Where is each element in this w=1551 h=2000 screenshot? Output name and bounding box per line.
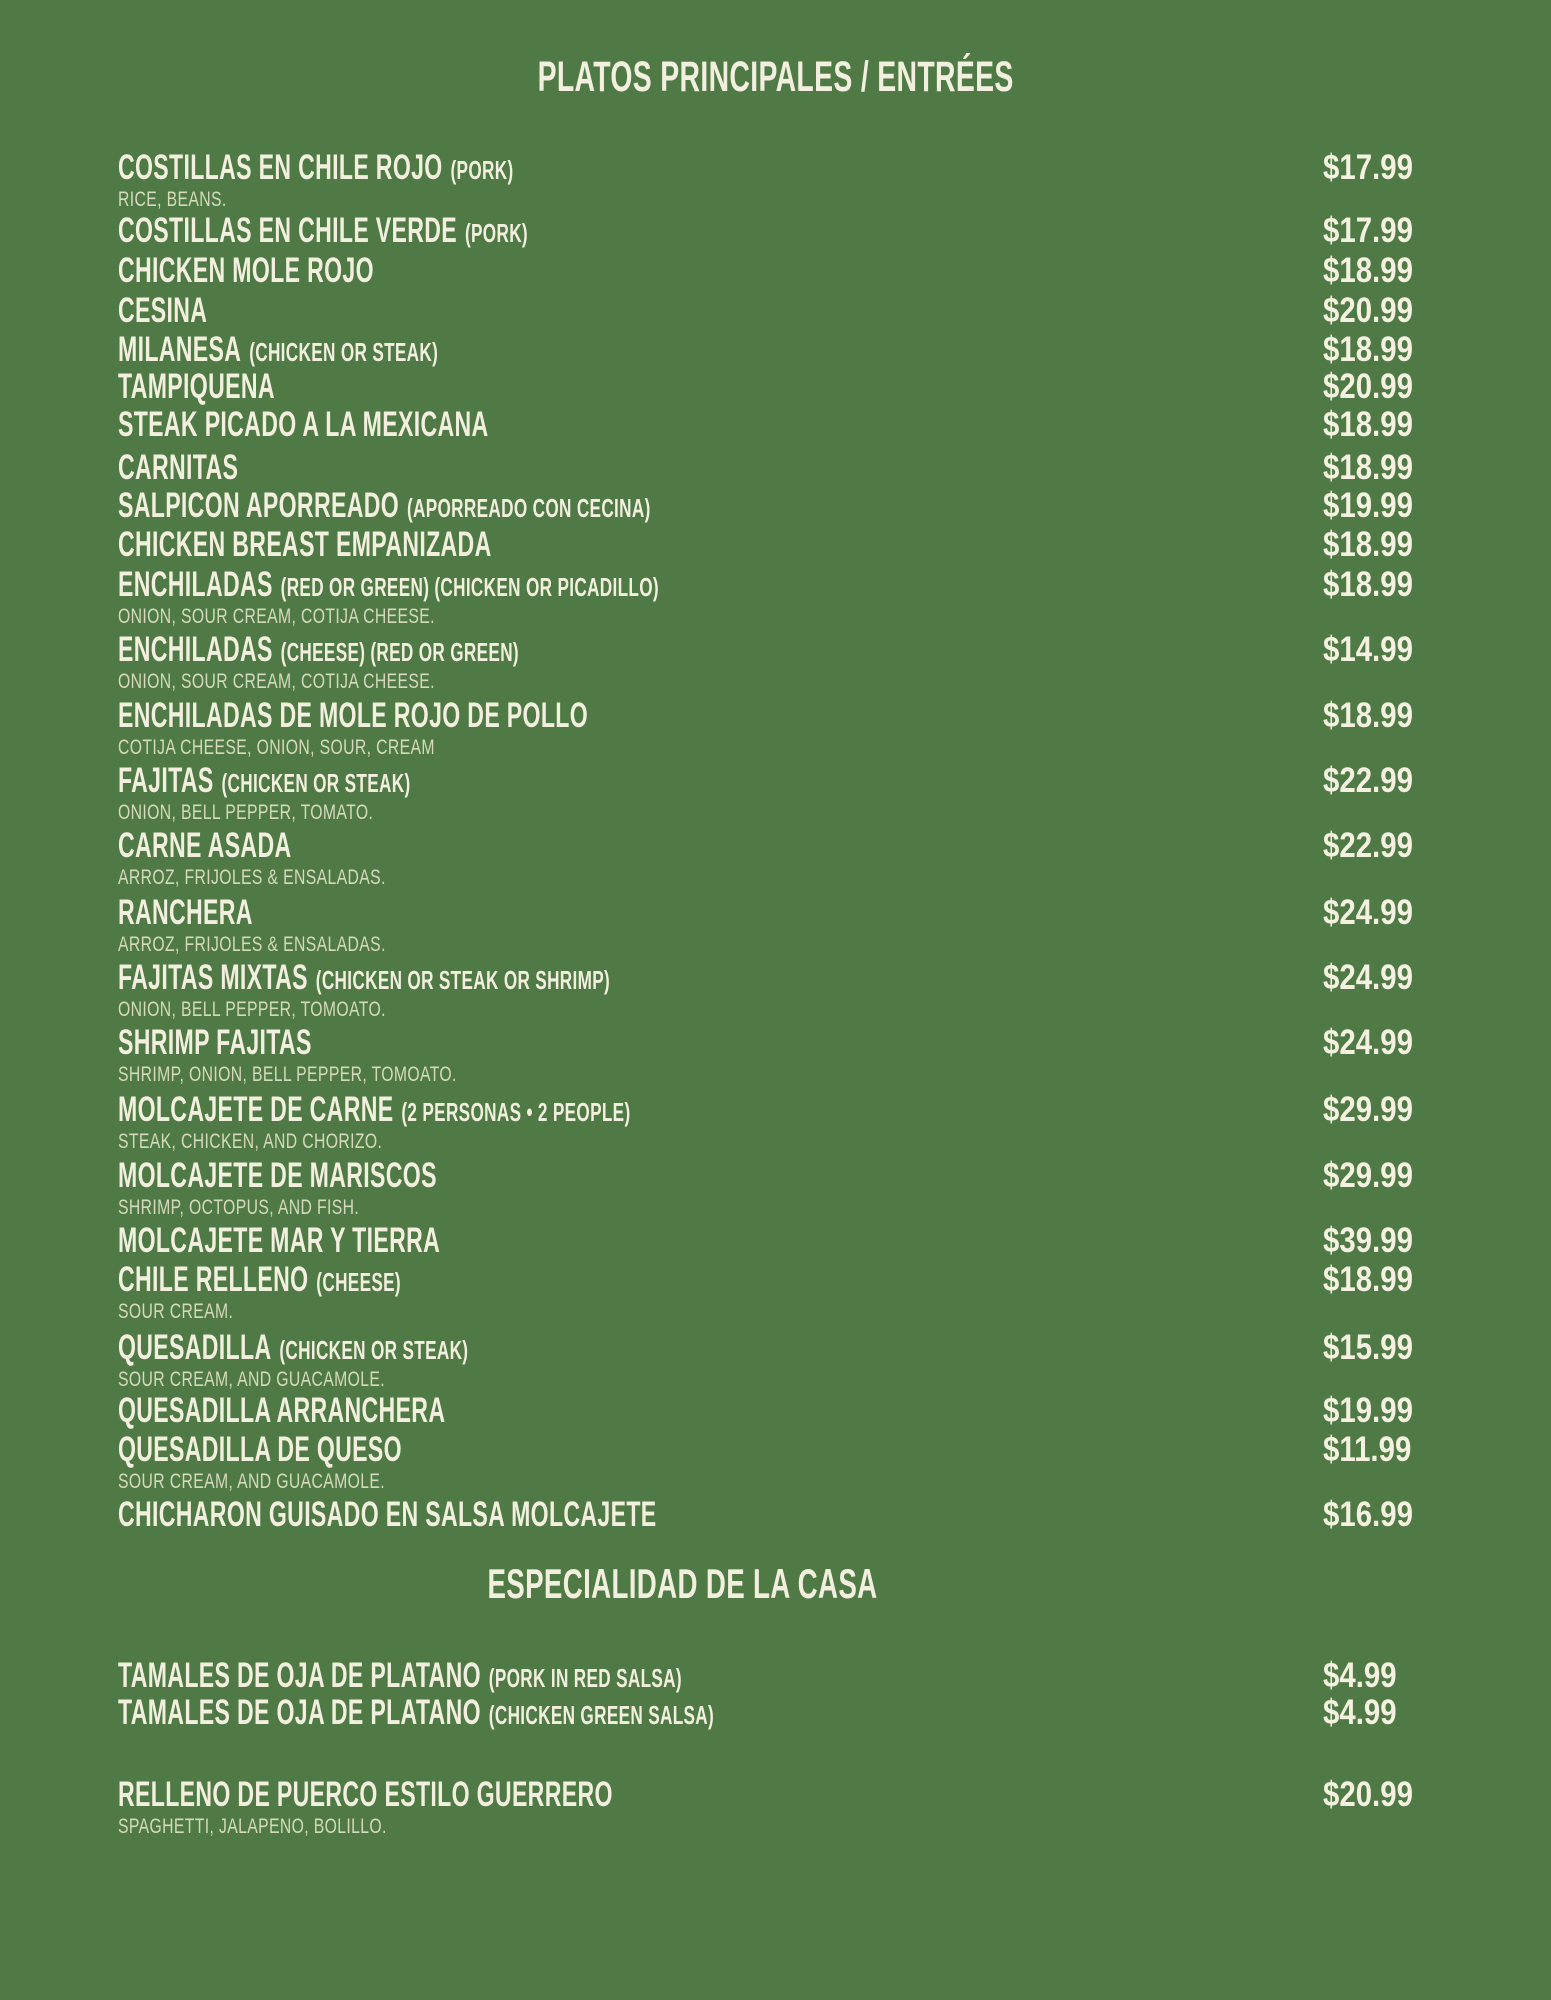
- item-desc: RICE, BEANS.: [118, 188, 227, 211]
- item-price: $18.99: [1323, 405, 1413, 444]
- item-price: $29.99: [1323, 1090, 1413, 1129]
- menu-item-row: [118, 1432, 1551, 1497]
- item-name: STEAK PICADO A LA MEXICANA: [118, 405, 489, 444]
- item-price: $22.99: [1323, 761, 1413, 800]
- item-sublabel: (CHEESE): [316, 1267, 401, 1297]
- item-sublabel: (CHICKEN GREEN SALSA): [488, 1700, 715, 1730]
- item-price: $19.99: [1323, 1391, 1413, 1430]
- menu-item-row: [118, 1695, 1551, 1730]
- item-sublabel: (CHICKEN OR STEAK): [221, 768, 411, 798]
- item-sublabel: (RED OR GREEN) (CHICKEN OR PICADILLO): [280, 572, 659, 602]
- item-name: RANCHERA: [118, 893, 253, 932]
- item-sublabel: (CHICKEN OR STEAK): [279, 1335, 469, 1365]
- item-price: $14.99: [1323, 630, 1413, 669]
- item-price: $20.99: [1323, 367, 1413, 406]
- menu-item-row: [118, 407, 1551, 442]
- menu-item-row: [118, 567, 1551, 632]
- item-name: CHICKEN MOLE ROJO: [118, 251, 374, 290]
- item-desc: ONION, BELL PEPPER, TOMATO.: [118, 801, 374, 824]
- menu-item-row: [118, 1393, 1551, 1428]
- item-desc: SOUR CREAM, AND GUACAMOLE.: [118, 1368, 386, 1391]
- menu-item-row: [118, 253, 1551, 288]
- menu-item-row: [118, 1158, 1551, 1223]
- menu-item-row: [118, 213, 1551, 248]
- item-desc: SOUR CREAM.: [118, 1300, 234, 1323]
- item-price: $19.99: [1323, 486, 1413, 525]
- item-price: $16.99: [1323, 1495, 1413, 1534]
- item-name: QUESADILLA ARRANCHERA: [118, 1391, 446, 1430]
- item-price: $39.99: [1323, 1221, 1413, 1260]
- item-name: TAMALES DE OJA DE PLATANO: [118, 1693, 481, 1732]
- menu-item-row: [118, 828, 1551, 893]
- menu-item-row: [118, 293, 1551, 328]
- item-price: $15.99: [1323, 1328, 1413, 1367]
- item-sublabel: (PORK IN RED SALSA): [488, 1663, 682, 1693]
- item-sublabel: (PORK): [464, 218, 528, 248]
- item-sublabel: (2 PERSONAS • 2 PEOPLE): [401, 1097, 631, 1127]
- item-sublabel: (PORK): [450, 155, 514, 185]
- item-name: MOLCAJETE MAR Y TIERRA: [118, 1221, 441, 1260]
- item-name: RELLENO DE PUERCO ESTILO GUERRERO: [118, 1775, 613, 1814]
- item-price: $17.99: [1323, 148, 1413, 187]
- item-desc: SPAGHETTI, JALAPENO, BOLILLO.: [118, 1815, 387, 1838]
- menu-item-row: [118, 1262, 1551, 1327]
- section-header-especialidad: [0, 1562, 1364, 1606]
- item-price: $18.99: [1323, 696, 1413, 735]
- item-name: TAMALES DE OJA DE PLATANO: [118, 1656, 481, 1695]
- item-price: $22.99: [1323, 826, 1413, 865]
- item-name: COSTILLAS EN CHILE ROJO: [118, 148, 443, 187]
- item-name: SALPICON APORREADO: [118, 486, 400, 525]
- menu-item-row: [118, 1092, 1551, 1157]
- item-price: $24.99: [1323, 1023, 1413, 1062]
- menu-item-row: [118, 698, 1551, 763]
- item-price: $29.99: [1323, 1156, 1413, 1195]
- item-name: FAJITAS: [118, 761, 214, 800]
- item-price: $17.99: [1323, 211, 1413, 250]
- menu-item-row: [118, 960, 1551, 1025]
- item-desc: COTIJA CHEESE, ONION, SOUR, CREAM: [118, 736, 435, 759]
- item-price: $11.99: [1323, 1430, 1412, 1469]
- section-header-entrees: [0, 54, 1551, 100]
- item-name: CHICHARON GUISADO EN SALSA MOLCAJETE: [118, 1495, 657, 1534]
- item-desc: ONION, BELL PEPPER, TOMOATO.: [118, 998, 386, 1021]
- item-price: $18.99: [1323, 251, 1413, 290]
- item-price: $18.99: [1323, 565, 1413, 604]
- menu-item-row: [118, 150, 1551, 215]
- item-name: CHILE RELLENO: [118, 1260, 309, 1299]
- menu-item-row: [118, 895, 1551, 960]
- item-price: $4.99: [1323, 1693, 1397, 1732]
- item-desc: STEAK, CHICKEN, AND CHORIZO.: [118, 1130, 383, 1153]
- menu-item-row: [118, 527, 1551, 562]
- item-price: $18.99: [1323, 330, 1413, 369]
- item-price: $18.99: [1323, 525, 1413, 564]
- item-name: MOLCAJETE DE CARNE: [118, 1090, 394, 1129]
- item-name: MOLCAJETE DE MARISCOS: [118, 1156, 437, 1195]
- menu-item-row: [118, 450, 1551, 485]
- item-desc: ARROZ, FRIJOLES & ENSALADAS.: [118, 933, 386, 956]
- item-price: $20.99: [1323, 291, 1413, 330]
- item-price: $18.99: [1323, 1260, 1413, 1299]
- menu-item-row: [118, 1330, 1551, 1395]
- item-price: $24.99: [1323, 958, 1413, 997]
- item-name: FAJITAS MIXTAS: [118, 958, 308, 997]
- menu-item-row: [118, 763, 1551, 828]
- item-desc: SHRIMP, ONION, BELL PEPPER, TOMOATO.: [118, 1063, 457, 1086]
- menu-item-row: [118, 488, 1551, 523]
- item-name: TAMPIQUENA: [118, 367, 275, 406]
- menu-item-row: [118, 1497, 1551, 1532]
- menu-item-row: [118, 369, 1551, 404]
- item-name: COSTILLAS EN CHILE VERDE: [118, 211, 458, 250]
- menu-item-row: [118, 1777, 1551, 1842]
- item-name: ENCHILADAS: [118, 630, 273, 669]
- item-desc: ARROZ, FRIJOLES & ENSALADAS.: [118, 866, 386, 889]
- item-desc: ONION, SOUR CREAM, COTIJA CHEESE.: [118, 670, 435, 693]
- menu-item-row: [118, 1223, 1551, 1258]
- item-sublabel: (CHICKEN OR STEAK): [249, 337, 439, 367]
- item-sublabel: (APORREADO CON CECINA): [406, 493, 651, 523]
- item-name: CARNITAS: [118, 448, 239, 487]
- item-desc: ONION, SOUR CREAM, COTIJA CHEESE.: [118, 605, 435, 628]
- section-title: ESPECIALIDAD DE LA CASA: [486, 1560, 878, 1607]
- menu-item-row: [118, 1658, 1551, 1693]
- item-desc: SHRIMP, OCTOPUS, AND FISH.: [118, 1196, 360, 1219]
- item-price: $20.99: [1323, 1775, 1413, 1814]
- item-name: SHRIMP FAJITAS: [118, 1023, 312, 1062]
- item-sublabel: (CHEESE) (RED OR GREEN): [280, 637, 519, 667]
- item-sublabel: (CHICKEN OR STEAK OR SHRIMP): [315, 965, 611, 995]
- menu-item-row: [118, 1025, 1551, 1090]
- item-name: QUESADILLA DE QUESO: [118, 1430, 402, 1469]
- item-price: $4.99: [1323, 1656, 1397, 1695]
- menu-item-row: [118, 632, 1551, 697]
- section-title: PLATOS PRINCIPALES / ENTRÉES: [537, 53, 1014, 101]
- item-name: QUESADILLA: [118, 1328, 272, 1367]
- item-price: $24.99: [1323, 893, 1413, 932]
- item-name: ENCHILADAS: [118, 565, 273, 604]
- item-name: CESINA: [118, 291, 208, 330]
- menu-item-row: [118, 332, 1551, 367]
- item-name: ENCHILADAS DE MOLE ROJO DE POLLO: [118, 696, 589, 735]
- item-name: CHICKEN BREAST EMPANIZADA: [118, 525, 492, 564]
- item-name: MILANESA: [118, 330, 242, 369]
- item-desc: SOUR CREAM, AND GUACAMOLE.: [118, 1470, 386, 1493]
- item-name: CARNE ASADA: [118, 826, 292, 865]
- item-price: $18.99: [1323, 448, 1413, 487]
